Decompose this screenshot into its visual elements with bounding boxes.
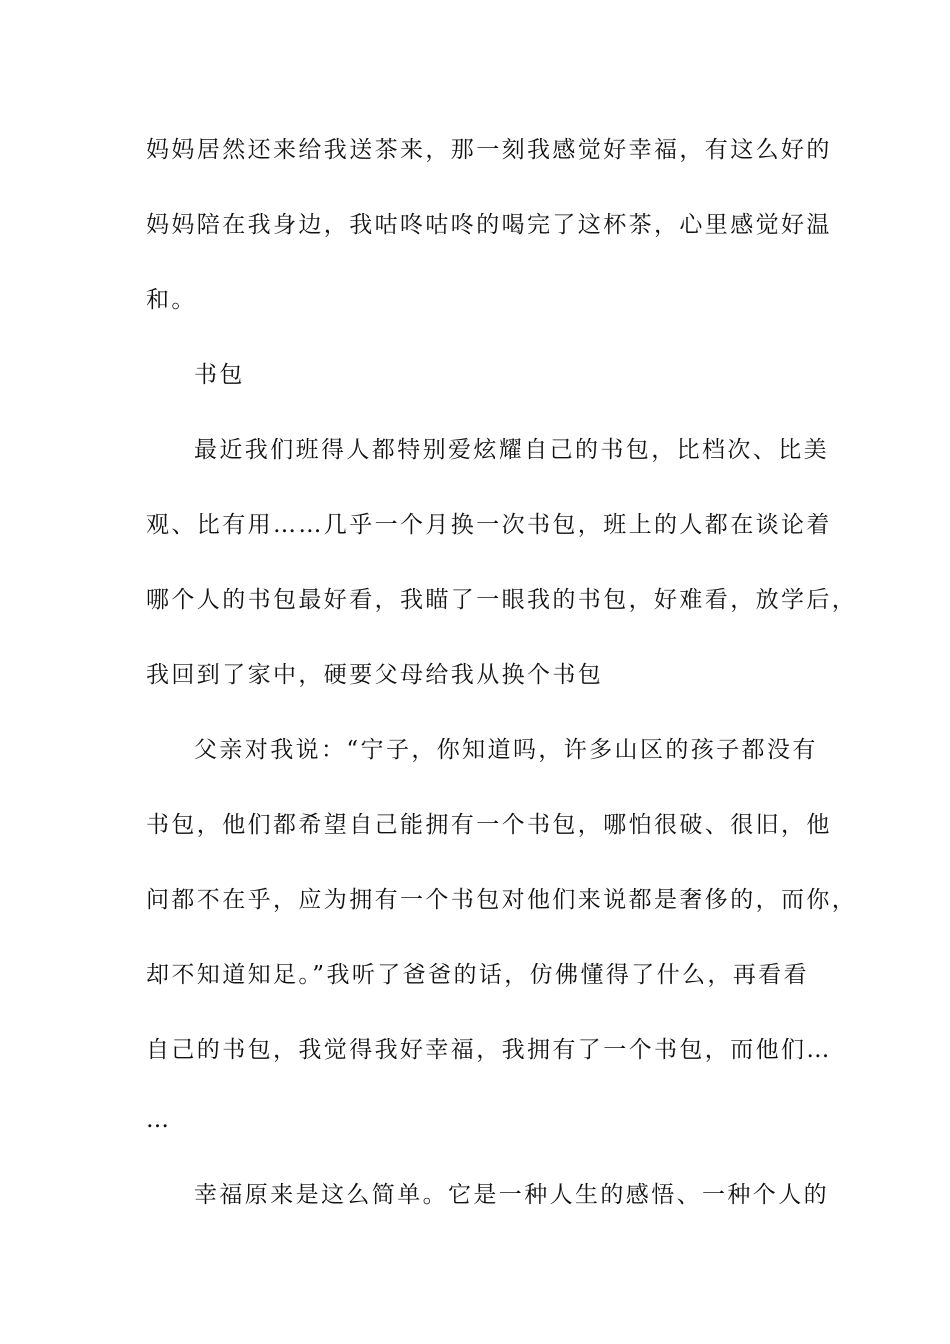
- text-line: 和。: [146, 287, 197, 313]
- text-line: 我回到了家中，硬要父母给我从换个书包: [146, 662, 604, 688]
- text-line: 自己的书包，我觉得我好幸福，我拥有了一个书包，而他们…: [146, 1037, 832, 1063]
- text-line: 观、比有用……几乎一个月换一次书包，班上的人都在谈论着: [146, 512, 832, 538]
- text-line: 哪个人的书包最好看，我瞄了一眼我的书包，好难看，放学后，: [146, 587, 858, 613]
- text-line: 妈妈居然还来给我送茶来，那一刻我感觉好幸福，有这么好的: [146, 137, 832, 163]
- text-line: 幸福原来是这么简单。它是一种人生的感悟、一种个人的: [194, 1182, 829, 1208]
- text-line: 最近我们班得人都特别爱炫耀自己的书包，比档次、比美: [194, 437, 829, 463]
- text-line: 问都不在乎，应为拥有一个书包对他们来说都是奢侈的，而你，: [146, 887, 858, 913]
- text-line: …: [146, 1107, 172, 1133]
- text-line: 却不知道知足。”我听了爸爸的话，仿佛懂得了什么，再看看: [146, 962, 810, 988]
- section-heading: 书包: [194, 362, 245, 388]
- text-line: 父亲对我说：“宁子，你知道吗，许多山区的孩子都没有: [194, 737, 818, 763]
- text-line: 妈妈陪在我身边，我咕咚咕咚的喝完了这杯茶，心里感觉好温: [146, 212, 832, 238]
- text-line: 书包，他们都希望自己能拥有一个书包，哪怕很破、很旧，他: [146, 812, 832, 838]
